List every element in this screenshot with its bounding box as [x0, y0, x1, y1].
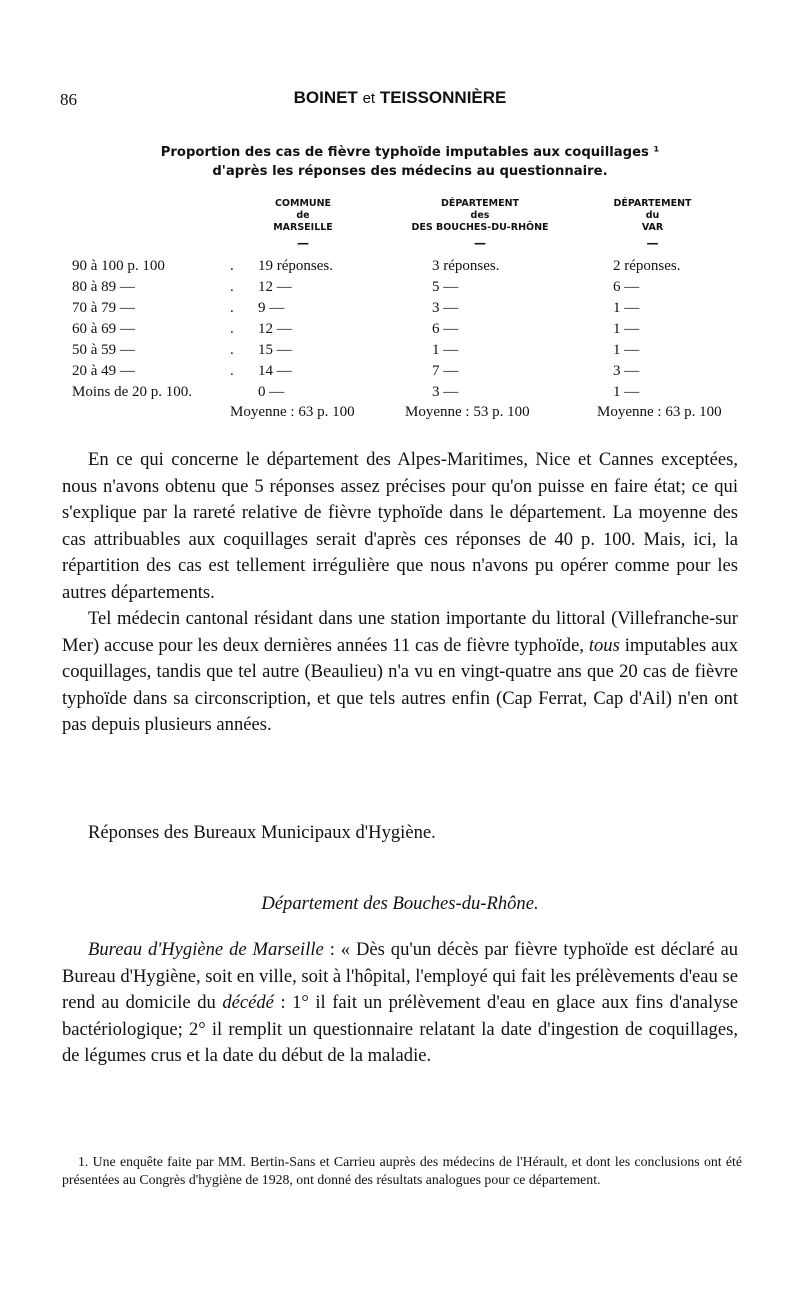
average-var: Moyenne : 63 p. 100 — [597, 404, 722, 420]
column-header-line: DES BOUCHES-DU-RHÔNE — [411, 222, 549, 233]
cell-var: 2 réponses. — [613, 258, 681, 274]
cell-var: 1 — — [613, 321, 640, 337]
table-caption — [100, 143, 720, 181]
footnote — [62, 1153, 742, 1188]
cell-marseille: 12 — — [258, 279, 292, 295]
row-label: 60 à 69 — — [72, 321, 135, 337]
cell-bouches-du-rhone: 3 — — [432, 300, 459, 316]
paragraph-text: : « Dès qu'un décès par fièvre typhoïde est déclaré au Bureau d'Hygiène, soit en ville, soit à l'hôpital, l'employé qui fait les prélèvements d'eau se rend au domicile du — [62, 939, 738, 1013]
average-marseille: Moyenne : 63 p. 100 — [230, 404, 355, 420]
row-leader: . — [230, 279, 234, 295]
page-number: 86 — [60, 90, 77, 109]
column-header-line: DÉPARTEMENT — [613, 198, 692, 209]
cell-bouches-du-rhone: 3 réponses. — [432, 258, 500, 274]
column-header-line: DÉPARTEMENT — [440, 198, 520, 209]
cell-var: 1 — — [613, 342, 640, 358]
author-teissonniere: TEISSONNIÈRE — [379, 88, 507, 107]
row-label: 90 à 100 p. 100 — [72, 258, 165, 274]
emphasis-text: tous — [588, 634, 620, 656]
paragraph-alpes-maritimes: En ce qui concerne le département des Alpes-Maritimes, Nice et Cannes exceptées, nous n'avons obtenu que 5 réponses assez précises pour qu'on puisse en faire état; ce qui s'explique par la rareté relative de fièvre typhoïde dans le département. La moyenne des cas attribuables aux coquillages serait d'après ces réponses de 40 p. 100. Mais, ici, la répartition des cas est tellement irrégulière que nous n'avons pu opérer comme pour les autres départements. — [62, 449, 738, 603]
cell-marseille: 14 — — [258, 363, 292, 379]
cell-marseille: 9 — — [258, 300, 285, 316]
table-row — [72, 321, 732, 341]
table-caption-line: d'après les réponses des médecins au questionnaire. — [212, 164, 608, 179]
column-header-dash: — — [297, 236, 309, 250]
cell-bouches-du-rhone: 6 — — [432, 321, 459, 337]
running-head — [0, 88, 800, 108]
column-header-line: de — [296, 210, 310, 221]
column-header-dash: — — [646, 236, 659, 250]
row-label: 80 à 89 — — [72, 279, 135, 295]
row-leader: . — [230, 363, 234, 379]
cell-bouches-du-rhone: 7 — — [432, 363, 459, 379]
table-row — [72, 342, 732, 362]
table-caption-line: Proportion des cas de fièvre typhoïde imputables aux coquillages ¹ — [160, 145, 660, 160]
footnote-text: 1. Une enquête faite par MM. Bertin-Sans et Carrieu auprès des médecins de l'Hérault, et dont les conclusions ont été présentées au Congrès d'hygiène de 1928, ont donné des résultats analogues pour ce département. — [62, 1154, 742, 1187]
table-row — [72, 258, 732, 278]
table-row — [72, 279, 732, 299]
paragraph-text: imputables aux coquillages, tandis que tel autre (Beaulieu) n'a vu en vingt-quatre ans que 20 cas de fièvre typhoïde dans sa circonscription, et que tels autres enfin (Cap Ferrat, Cap d'Ail) n'en ont pas depuis plusieurs années. — [62, 634, 738, 735]
emphasis-text: Bureau d'Hygiène de Marseille — [88, 939, 324, 960]
row-leader: . — [230, 321, 234, 337]
row-label: 20 à 49 — — [72, 363, 135, 379]
cell-marseille: 15 — — [258, 342, 292, 358]
table-row — [72, 384, 732, 404]
cell-var: 1 — — [613, 384, 640, 400]
column-header-dash: — — [474, 236, 486, 250]
column-header-line: MARSEILLE — [273, 222, 333, 233]
body-paragraphs — [62, 447, 738, 739]
row-leader: . — [230, 300, 234, 316]
section-heading: Réponses des Bureaux Municipaux d'Hygiène. — [88, 822, 436, 843]
subsection-heading-text: Département des Bouches-du-Rhône. — [261, 893, 539, 914]
row-label: Moins de 20 p. 100. — [72, 384, 192, 400]
table-row — [72, 300, 732, 320]
column-header-bouches-du-rhone — [395, 198, 565, 248]
column-header-line: du — [645, 210, 660, 221]
cell-marseille: 12 — — [258, 321, 292, 337]
author-boinet: BOINET — [293, 88, 358, 107]
column-header-marseille — [258, 198, 348, 248]
body-paragraphs-marseille — [62, 937, 738, 1070]
subsection-heading — [62, 893, 738, 915]
row-leader: . — [230, 342, 234, 358]
row-leader: . — [230, 258, 234, 274]
cell-bouches-du-rhone: 1 — — [432, 342, 459, 358]
column-header-var — [600, 198, 705, 248]
column-header-line: des — [470, 210, 490, 221]
paragraph-text: Tel médecin cantonal résidant dans une station importante du littoral (Villefranche-sur Mer) accuse pour les deux dernières années 11 cas de fièvre typhoïde, — [62, 608, 738, 656]
average-bouches-du-rhone: Moyenne : 53 p. 100 — [405, 404, 530, 420]
table-row — [72, 363, 732, 383]
cell-bouches-du-rhone: 5 — — [432, 279, 459, 295]
cell-marseille: 0 — — [258, 384, 285, 400]
column-header-line: COMMUNE — [274, 198, 332, 209]
cell-var: 1 — — [613, 300, 640, 316]
author-conjunction: et — [362, 90, 376, 107]
row-label: 70 à 79 — — [72, 300, 135, 316]
emphasis-text: décédé — [222, 992, 274, 1013]
paragraph-bureau-marseille — [62, 937, 738, 1070]
paragraph-text: : 1° il fait un prélèvement d'eau en glace aux fins d'analyse bactériologique; 2° il remplit un questionnaire relatant la date d'ingestion de coquillages, de légumes crus et la date du début de la maladie. — [62, 992, 738, 1066]
cell-marseille: 19 réponses. — [258, 258, 333, 274]
paragraph-littoral — [62, 606, 738, 739]
column-header-line: VAR — [641, 222, 664, 233]
row-label: 50 à 59 — — [72, 342, 135, 358]
cell-var: 6 — — [613, 279, 640, 295]
cell-var: 3 — — [613, 363, 640, 379]
cell-bouches-du-rhone: 3 — — [432, 384, 459, 400]
